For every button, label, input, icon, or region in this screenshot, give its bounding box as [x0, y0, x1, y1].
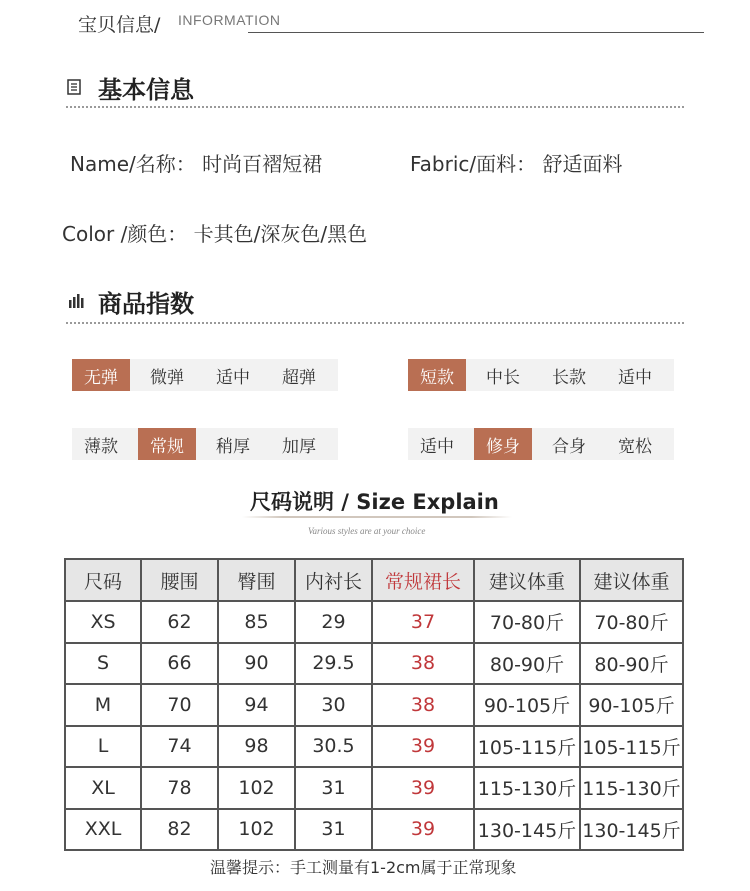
- table-cell: 38: [372, 643, 474, 685]
- table-cell: 80-90斤: [474, 643, 580, 685]
- table-header-cell: 内衬长: [295, 559, 372, 601]
- table-cell: 31: [295, 809, 372, 851]
- table-cell: 62: [141, 601, 218, 643]
- table-cell: 30: [295, 684, 372, 726]
- table-row: [65, 726, 683, 768]
- index-row-elasticity: [72, 359, 338, 391]
- table-cell: L: [65, 726, 141, 768]
- table-cell: 29: [295, 601, 372, 643]
- table-cell: 130-145斤: [474, 809, 580, 851]
- table-cell: 90-105斤: [474, 684, 580, 726]
- index-row-fit: [408, 428, 674, 460]
- table-cell: 82: [141, 809, 218, 851]
- index-option: 修身: [474, 428, 532, 460]
- document-icon: [66, 79, 82, 95]
- table-cell: XL: [65, 767, 141, 809]
- table-cell: 130-145斤: [580, 809, 683, 851]
- header-title-cn: 宝贝信息/: [78, 14, 161, 36]
- table-cell: 102: [218, 767, 295, 809]
- table-cell: 85: [218, 601, 295, 643]
- size-explain-subtitle: Various styles are at your choice: [308, 526, 426, 536]
- index-option: 超弹: [282, 367, 316, 388]
- table-cell: 105-115斤: [580, 726, 683, 768]
- index-option: 短款: [408, 359, 466, 391]
- index-option: 长款: [552, 367, 586, 388]
- size-table: [64, 558, 684, 851]
- header-title-en: INFORMATION: [178, 12, 281, 28]
- section-title-index: 商品指数: [98, 290, 194, 318]
- table-cell: S: [65, 643, 141, 685]
- index-option: 中长: [486, 367, 520, 388]
- table-cell: 30.5: [295, 726, 372, 768]
- index-option: 加厚: [282, 436, 316, 457]
- table-cell: 115-130斤: [474, 767, 580, 809]
- index-option: 适中: [216, 367, 250, 388]
- section-divider: [66, 322, 684, 324]
- table-header-cell: 尺码: [65, 559, 141, 601]
- index-option: 微弹: [150, 367, 184, 388]
- table-row: [65, 767, 683, 809]
- table-header-cell: 建议体重: [474, 559, 580, 601]
- table-cell: 80-90斤: [580, 643, 683, 685]
- table-cell: 70-80斤: [474, 601, 580, 643]
- product-name: Name/名称： 时尚百褶短裙: [70, 152, 323, 176]
- product-fabric: Fabric/面料： 舒适面料: [410, 152, 623, 176]
- table-cell: 38: [372, 684, 474, 726]
- table-header-cell: 建议体重: [580, 559, 683, 601]
- table-cell: 66: [141, 643, 218, 685]
- header-divider: [248, 32, 704, 33]
- index-row-length: [408, 359, 674, 391]
- table-cell: M: [65, 684, 141, 726]
- table-header-row: [65, 559, 683, 601]
- table-cell: 39: [372, 726, 474, 768]
- table-row: [65, 809, 683, 851]
- table-cell: XS: [65, 601, 141, 643]
- table-cell: 90: [218, 643, 295, 685]
- table-cell: 78: [141, 767, 218, 809]
- table-cell: 105-115斤: [474, 726, 580, 768]
- section-divider: [66, 106, 684, 108]
- table-cell: 94: [218, 684, 295, 726]
- table-cell: XXL: [65, 809, 141, 851]
- size-explain-underline: [242, 516, 512, 518]
- product-color: Color /颜色： 卡其色/深灰色/黑色: [62, 222, 368, 246]
- table-cell: 70-80斤: [580, 601, 683, 643]
- table-cell: 102: [218, 809, 295, 851]
- table-cell: 31: [295, 767, 372, 809]
- index-option: 合身: [552, 436, 586, 457]
- table-header-cell: 臀围: [218, 559, 295, 601]
- index-option: 薄款: [84, 436, 118, 457]
- table-cell: 74: [141, 726, 218, 768]
- table-header-cell: 腰围: [141, 559, 218, 601]
- index-row-thickness: [72, 428, 338, 460]
- table-cell: 90-105斤: [580, 684, 683, 726]
- index-option: 无弹: [72, 359, 130, 391]
- table-row: [65, 643, 683, 685]
- table-cell: 115-130斤: [580, 767, 683, 809]
- table-header-cell: 常规裙长: [372, 559, 474, 601]
- table-cell: 37: [372, 601, 474, 643]
- index-option: 宽松: [618, 436, 652, 457]
- table-cell: 70: [141, 684, 218, 726]
- table-cell: 29.5: [295, 643, 372, 685]
- index-option: 常规: [138, 428, 196, 460]
- index-option: 适中: [420, 436, 454, 457]
- bar-chart-icon: [68, 292, 84, 308]
- table-row: [65, 684, 683, 726]
- footnote: 温馨提示：手工测量有1-2cm属于正常现象: [210, 858, 517, 877]
- size-explain-title: 尺码说明 / Size Explain: [250, 490, 499, 514]
- table-row: [65, 601, 683, 643]
- table-cell: 98: [218, 726, 295, 768]
- table-cell: 39: [372, 809, 474, 851]
- index-option: 适中: [618, 367, 652, 388]
- index-option: 稍厚: [216, 436, 250, 457]
- table-cell: 39: [372, 767, 474, 809]
- section-title-basic: 基本信息: [98, 76, 194, 104]
